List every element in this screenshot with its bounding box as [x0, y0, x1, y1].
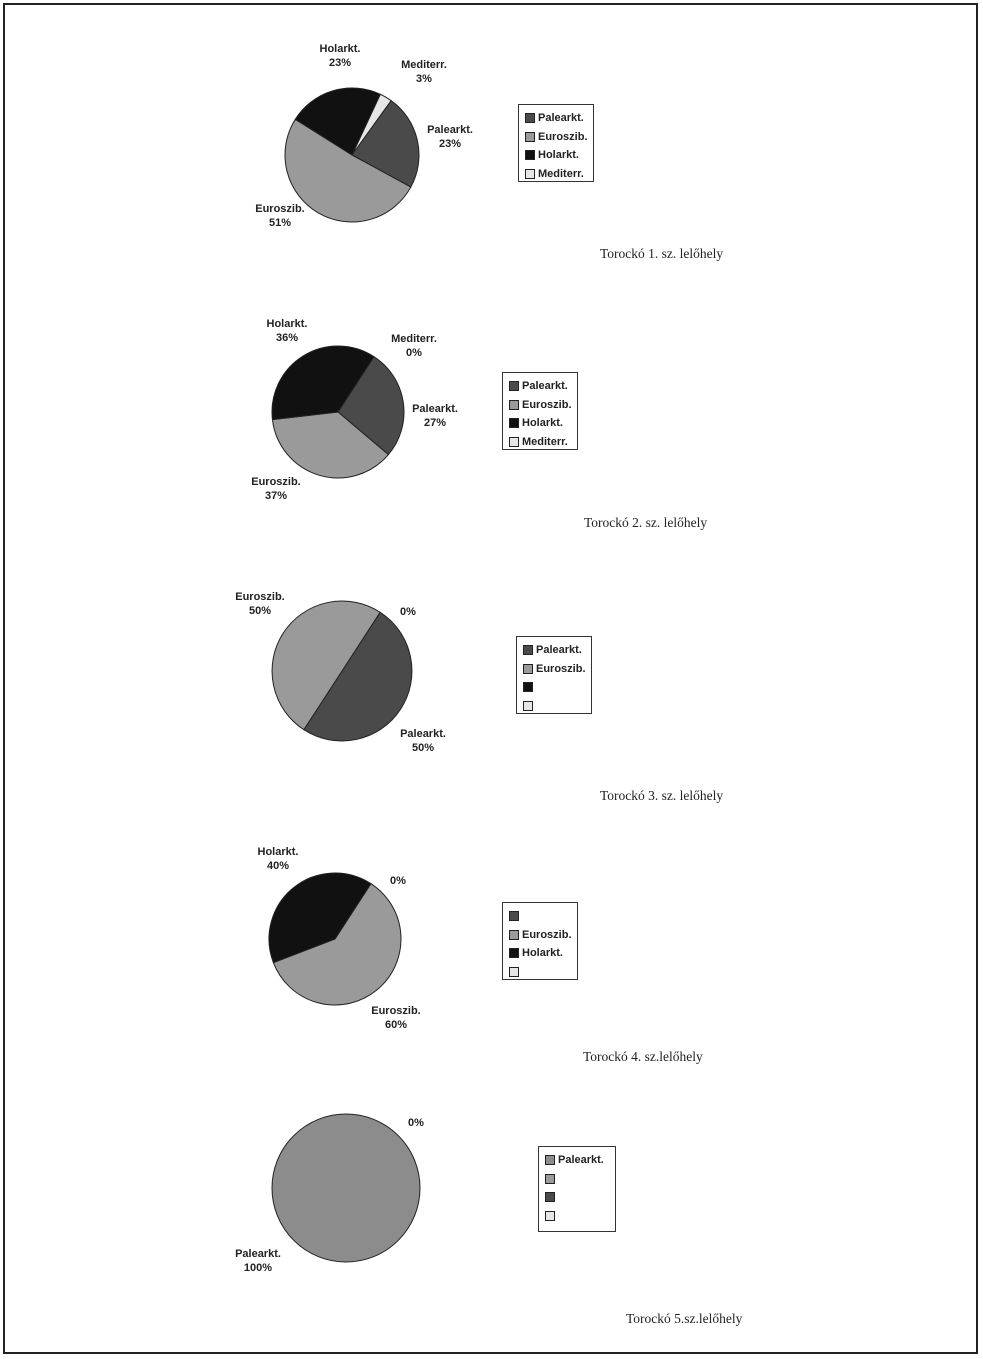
- legend-label: Palearkt.: [522, 380, 568, 392]
- slice-label: Palearkt. 50%: [400, 728, 446, 754]
- legend-label: Palearkt.: [558, 1154, 604, 1166]
- chart-caption: Torockó 3. sz. lelőhely: [600, 788, 724, 803]
- legend-swatch: [545, 1174, 555, 1184]
- legend-label: Palearkt.: [536, 644, 582, 656]
- legend-label: Euroszib.: [522, 398, 572, 411]
- slice-label: Palearkt. 100%: [235, 1248, 281, 1274]
- slice-label: Palearkt. 27%: [412, 403, 458, 429]
- legend-item: [545, 1151, 609, 1170]
- chart-caption: Torockó 4. sz.lelőhely: [583, 1049, 703, 1064]
- chart-legend: [538, 1146, 616, 1232]
- legend-item: [545, 1207, 609, 1226]
- legend-swatch: [545, 1155, 555, 1165]
- slice-label: 0%: [408, 1117, 424, 1129]
- legend-label: Holarkt.: [522, 417, 563, 429]
- chart-caption: Torockó 2. sz. lelőhely: [584, 515, 708, 530]
- legend-label: Euroszib.: [522, 928, 572, 941]
- slice-label: Mediterr. 3%: [401, 59, 447, 85]
- slice-label: Holarkt. 36%: [266, 318, 308, 344]
- legend-swatch: [545, 1192, 555, 1202]
- pie-slice: [272, 1114, 420, 1262]
- legend-item: [545, 1188, 609, 1207]
- legend-item: [545, 1170, 609, 1189]
- slice-label: 0%: [400, 606, 416, 618]
- slice-label: Mediterr. 0%: [391, 333, 437, 359]
- slice-label: Euroszib. 60%: [371, 1005, 421, 1031]
- legend-label: Palearkt.: [538, 112, 584, 124]
- legend-label: Mediterr.: [538, 167, 584, 180]
- legend-swatch: [545, 1211, 555, 1221]
- slice-label: Palearkt. 23%: [427, 124, 473, 150]
- legend-label: Holarkt.: [522, 947, 563, 959]
- slice-label: Holarkt. 23%: [319, 43, 361, 69]
- slice-label: Euroszib. 37%: [251, 476, 301, 502]
- slice-label: 0%: [390, 875, 406, 887]
- slice-label: Holarkt. 40%: [257, 846, 299, 872]
- chart-caption: Torockó 1. sz. lelőhely: [600, 246, 724, 261]
- legend-label: Mediterr.: [522, 435, 568, 448]
- slice-label: Euroszib. 50%: [235, 591, 285, 617]
- legend-label: Holarkt.: [538, 149, 579, 161]
- slice-label: Euroszib. 51%: [255, 203, 305, 229]
- chart-caption: Torockó 5.sz.lelőhely: [626, 1311, 743, 1326]
- legend-label: Euroszib.: [538, 130, 588, 143]
- legend-label: Euroszib.: [536, 662, 586, 675]
